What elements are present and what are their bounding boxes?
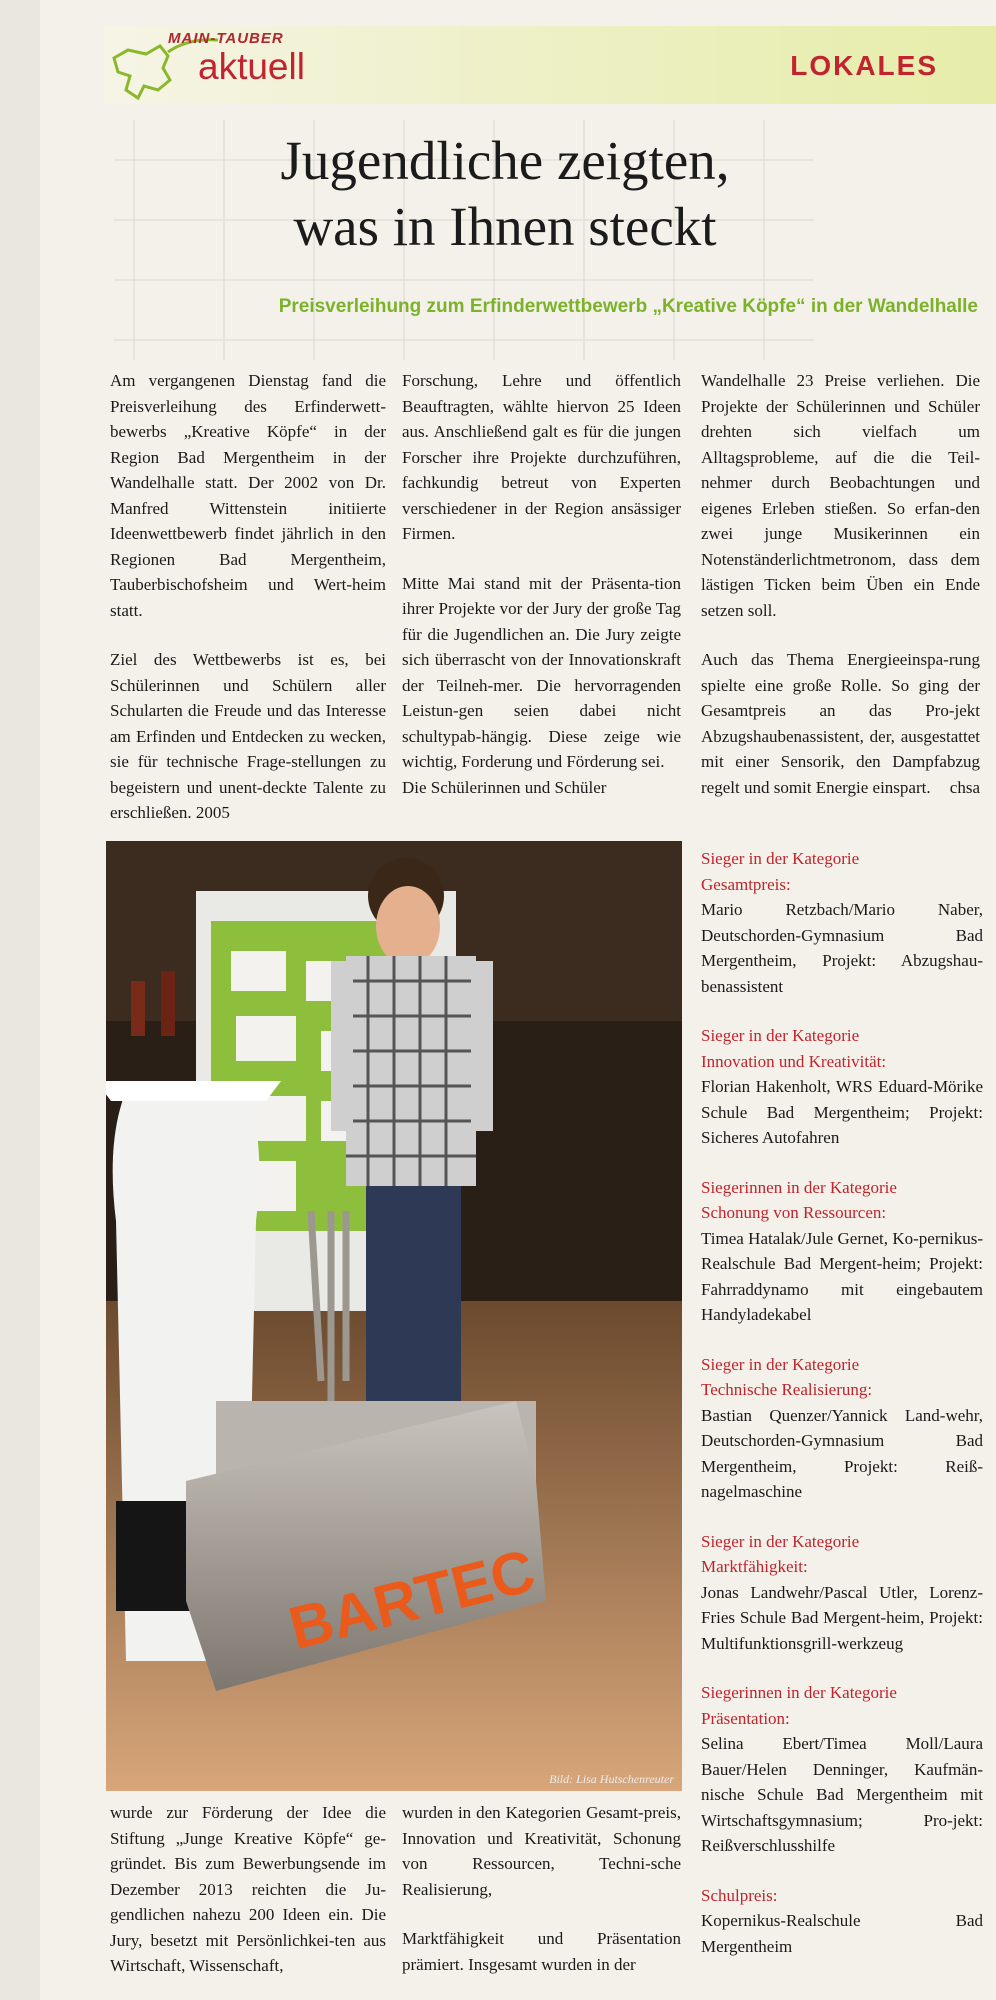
winner-category-label: Siegerinnen in der Kategorie [701, 1177, 897, 1197]
paragraph: Wandelhalle 23 Preise verliehen. Die Projekte der Schülerinnen und Schüler drehten sich vielfach um Alltagsprobleme, auf die die Teil-nehmer durch Beobachtungen und eigenes Erleben stießen. So erfan-den zwei junge Musikerinnen ein Notenständerlichtmetronom, dass dem lästigen Ticken beim Üben ein Ende setzen soll. [701, 371, 980, 620]
winner-names: Kopernikus-Realschule Bad Mergentheim [701, 1911, 983, 1956]
paragraph: Die Schülerinnen und Schüler [402, 777, 607, 797]
winner-names: Florian Hakenholt, WRS Eduard-Mörike Schule Bad Mergentheim; Projekt: Sicheres Autofahren [701, 1077, 983, 1147]
paragraph-text: Auch das Thema Energieeinspa-rung spielte eine große Rolle. So ging der Gesamtpreis an das Pro-jekt Abzugshaubenassistent, der, ausgestattet mit einer Sensorik, den Dampfabzug regelt und somit Energie einspart. [701, 650, 980, 797]
section-label: LOKALES [790, 50, 938, 81]
winner-names: Bastian Quenzer/Yannick Land-wehr, Deutschorden-Gymnasium Bad Mergentheim, Projekt: Reiß-nagelmaschine [701, 1405, 983, 1501]
winner-entry [701, 1175, 983, 1328]
paragraph: wurden in den Kategorien Gesamt-preis, Innovation und Kreativität, Schonung von Ressourcen, Techni-sche Realisierung, [402, 1803, 681, 1899]
winner-category-label: Sieger in der Kategorie [701, 1531, 860, 1551]
photo-scene [106, 841, 682, 1791]
winner-names: Jonas Landwehr/Pascal Utler, Lorenz-Fries Schule Bad Mergent-heim, Projekt: Multifunktionsgrill-werkzeug [701, 1582, 983, 1653]
logo-top-text: MAIN-TAUBER [168, 30, 284, 47]
paragraph: Marktfähigkeit und Präsentation prämiert. Insgesamt wurden in der [402, 1929, 681, 1974]
article-bottom-column-2 [402, 1800, 681, 1977]
winner-category-label: Schulpreis: [701, 1885, 778, 1905]
headline [150, 128, 860, 260]
article-photo [106, 841, 682, 1791]
paragraph: Am vergangenen Dienstag fand die Preisverleihung des Erfinderwett-bewerbs „Kreative Köpfe“ in der Region Bad Mergentheim in der Wandelhalle statt. Der 2002 von Dr. Manfred Wittenstein initiierte Ideenwettbewerb findet jährlich in den Regionen Bad Mergentheim, Tauberbischofsheim und Wert-heim statt. [110, 371, 386, 620]
author-signature: chsa [949, 777, 980, 797]
winner-entry [701, 846, 983, 999]
headline-line-2: was in Ihnen steckt [293, 196, 717, 257]
winner-category-name: Technische Realisierung: [701, 1380, 873, 1399]
winner-category-label: Sieger in der Kategorie [701, 849, 860, 868]
paragraph: Ziel des Wettbewerbs ist es, bei Schülerinnen und Schülern aller Schularten die Freude und das Interesse am Erfinden und Entdecken zu wecken, sie für technische Frage-stellungen zu begeistern und unent-deckte Talente zu erschließen. 2005 [110, 650, 386, 822]
paragraph: Mitte Mai stand mit der Präsenta-tion ihrer Projekte vor der Jury der große Tag für die Jugendlichen an. Die Jury zeigte sich überrascht von der Innovationskraft der Teilneh-mer. Die hervorragenden Leistun-gen seien dabei nicht schultypab-hängig. Diese zeige wie wichtig, Forderung und Förderung sei. [402, 573, 681, 771]
paragraph: wurde zur Förderung der Idee die Stiftung „Junge Kreative Köpfe“ ge-gründet. Bis zum Bewerbungsende im Dezember 2013 reichten die Ju-gendlichen nahezu 200 Ideen ein. Die Jury, besetzt mit Persönlichkei-ten aus Wirtschaft, Wissenschaft, [110, 1803, 386, 1975]
photo-credit: Bild: Lisa Hutschenreuter [549, 1772, 674, 1786]
winner-names: Mario Retzbach/Mario Naber, Deutschorden-Gymnasium Bad Mergentheim, Projekt: Abzugshau-benassistent [701, 900, 983, 996]
winner-entry [701, 1023, 983, 1151]
winner-category-name: Marktfähigkeit: [701, 1557, 808, 1576]
winners-list [701, 846, 983, 1983]
article-column-1 [110, 368, 386, 826]
winner-entry [701, 1680, 983, 1859]
headline-line-1: Jugendliche zeigten, [280, 130, 730, 191]
article-column-2 [402, 368, 681, 800]
winner-entry [701, 1352, 983, 1505]
winner-category-name: Gesamtpreis: [701, 874, 791, 894]
article-bottom-column-1 [110, 1800, 386, 1979]
article-column-3 [701, 368, 980, 800]
winner-entry [701, 1883, 983, 1960]
winner-category-name: Innovation und Kreativität: [701, 1051, 887, 1071]
paragraph: Forschung, Lehre und öffentlich Beauftragten, wählte hiervon 25 Ideen aus. Anschließend galt es für die jungen Forscher ihre Projekte durchzuführen, fachkundig betreut von Experten verschiedener in der Region ansässiger Firmen. [402, 371, 681, 543]
winner-category-label: Sieger in der Kategorie [701, 1354, 860, 1374]
logo-main-text: aktuell [198, 46, 305, 87]
winner-category-name: Schonung von Ressourcen: [701, 1203, 887, 1222]
winner-category-label: Siegerinnen in der Kategorie [701, 1683, 897, 1702]
winner-names: Selina Ebert/Timea Moll/Laura Bauer/Helen Denninger, Kaufmän-nische Schule Bad Mergentheim mit Wirtschaftsgymnasium; Pro-jekt: Reißverschlusshilfe [701, 1734, 983, 1855]
winner-entry [701, 1529, 983, 1657]
subtitle: Preisverleihung zum Erfinderwettbewerb „Kreative Köpfe“ in der Wandelhalle [278, 296, 978, 317]
winner-category-label: Sieger in der Kategorie [701, 1026, 860, 1045]
photo-banner-text: BARTEC [282, 1536, 542, 1663]
winner-category-name: Präsentation: [701, 1708, 790, 1728]
winner-names: Timea Hatalak/Jule Gernet, Ko-pernikus-Realschule Bad Mergent-heim; Projekt: Fahrraddynamo mit eingebautem Handyladekabel [701, 1228, 983, 1324]
paragraph [701, 647, 980, 800]
scan-margin [0, 0, 40, 2000]
